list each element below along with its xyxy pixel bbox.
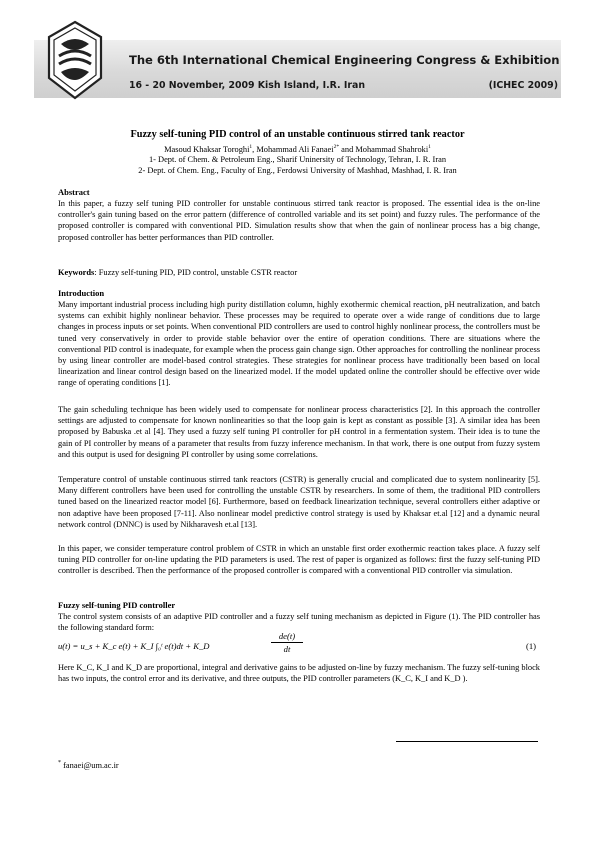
footnote-email: fanaei@um.ac.ir [61, 760, 119, 770]
author-name: Masoud Khaksar Toroghi [164, 144, 250, 154]
author-separator: and [339, 144, 356, 154]
fraction-numerator: de(t) [271, 631, 303, 643]
author-list [0, 144, 595, 154]
introduction-paragraph: In this paper, we consider temperature control problem of CSTR in which an unstable first order exothermic reaction takes place. A fuzzy self tuning PID controller for on-line updating the PID parameters is used. The rest of paper is organized as follows: first the fuzzy self-tuning PID controller is described. Then the performance of the proposed controller is compared with a conventional PID controller via simulation. [58, 544, 540, 576]
conference-banner [34, 40, 561, 98]
equation-fraction [271, 631, 303, 654]
footnote-divider [396, 741, 538, 742]
introduction-paragraph: Temperature control of unstable continuous stirred tank reactors (CSTR) is generally crucial and complicated due to system nonlinearity [5]. Many different controllers have been used for controlling the unstable CSTR by researchers. In some of them, the traditional PID controllers tuned based on the linearized reactor model [6]. Furthermore, based on feedback linearization technique, several controllers either adaptive or non adaptive have been proposed [7-11]. Also nonlinear model predictive control strategy is used by Khaksar et.al [12] and a dynamic neural network control (DNNC) is used by Nikharavesh et.al [13]. [58, 475, 540, 529]
section-heading: Fuzzy self-tuning PID controller [58, 600, 176, 610]
author-separator: , [252, 144, 257, 154]
affiliation-1: 1- Dept. of Chem. & Petroleum Eng., Sharif Uninersity of Technology, Tehran, I. R. Iran [148, 155, 447, 164]
abstract-heading: Abstract [58, 187, 90, 197]
conference-dates: 16 - 20 November, 2009 Kish Island, I.R. Iran [129, 80, 365, 91]
affiliation-2: 2- Dept. of Chem. Eng., Faculty of Eng., Ferdowsi University of Mashhad, Mashhad, I. R. Iran [138, 166, 457, 175]
introduction-paragraph: The gain scheduling technique has been widely used to compensate for nonlinear process characteristics [2]. In this approach the controller settings are adjusted to compensate for known nonlinearities so that the loop gain is kept as constant as possible [3]. A similar idea has been proposed by Babuska .et al [4]. They used a fuzzy self tuning PI controller for pH control in a fermentation system. Their idea is to tune the gain of PI controller by means of a parameter that results from fuzzy inference mechanism. In that work, there is one output from fuzzy system and this output is used for designing PI controller by using some correlations. [58, 405, 540, 459]
section-paragraph: The control system consists of an adaptive PID controller and a fuzzy self tuning mechanism as depicted in Figure (1). The PID controller has the following standard form: [58, 612, 540, 633]
keywords [58, 267, 540, 278]
conference-abbreviation: (ICHEC 2009) [488, 80, 558, 91]
keywords-label: Keywords [58, 268, 95, 277]
author-affiliation-mark: 1 [249, 144, 253, 150]
section-paragraph: Here K_C, K_I and K_D are proportional, integral and derivative gains to be adjusted on-line by fuzzy mechanism. The fuzzy self-tuning block has two inputs, the control error and its derivative, and three outputs, the PID controller parameters (K_C, K_I and K_D ). [58, 663, 540, 684]
conference-title: The 6th International Chemical Engineering Congress & Exhibition [129, 53, 560, 67]
introduction-paragraph: Many important industrial process including high purity distillation column, highly exothermic chemical reaction, pH neutralization, and batch systems can exhibit highly nonlinear behavior. These processes may be required to operate over a wide range of conditions due to large changes in process inputs or set points. When conventional PID controllers are used to control highly nonlinear process, the controllers must be tuned very conservatively in order to provide stable behavior over the entire of operation conditions. There are situations where the conventional PID control is inadequate, for example when the process gain change sign. Other approaches for controlling the nonlinear process by using linear controller are model-based control strategies. These strategies for nonlinear process have traditionally been based on local linearization and linear control design based on the linearized model. If the model updated online the controller should be effective over wide range of operating conditions [1]. [58, 300, 540, 388]
abstract-text: In this paper, a fuzzy self tuning PID controller for unstable continuous stirred tank reactor is proposed. The essential idea is the on-line controller's gain tuning based on the error pattern (difference of controlled variable and its set point) and fuzzy rules. The performance of the proposed controller is compared with conventional PID. Simulation results show that when the gain of nonlinear process has a big change, proposed controller has better performances than PID controller. [58, 199, 540, 242]
author-name: Mohammad Shahroki [355, 144, 429, 154]
author-name: Mohammad Ali Fanaei [256, 144, 334, 154]
conference-logo-icon [45, 20, 105, 100]
equation-1 [58, 631, 540, 659]
footnote [58, 760, 119, 770]
author-affiliation-mark: 2* [333, 144, 340, 150]
equation-body: u(t) = u_s + K_c e(t) + K_I ∫₀ᵗ e(t)dt + K_D [58, 641, 210, 651]
keywords-text: : Fuzzy self-tuning PID, PID control, unstable CSTR reactor [94, 268, 298, 277]
author-affiliation-mark: 1 [428, 144, 431, 150]
introduction-heading: Introduction [58, 288, 105, 298]
fraction-denominator: dt [283, 644, 291, 654]
footnote-mark: * [58, 760, 61, 766]
paper-title: Fuzzy self-tuning PID control of an unstable continuous stirred tank reactor [130, 129, 465, 140]
equation-number: (1) [525, 641, 536, 651]
